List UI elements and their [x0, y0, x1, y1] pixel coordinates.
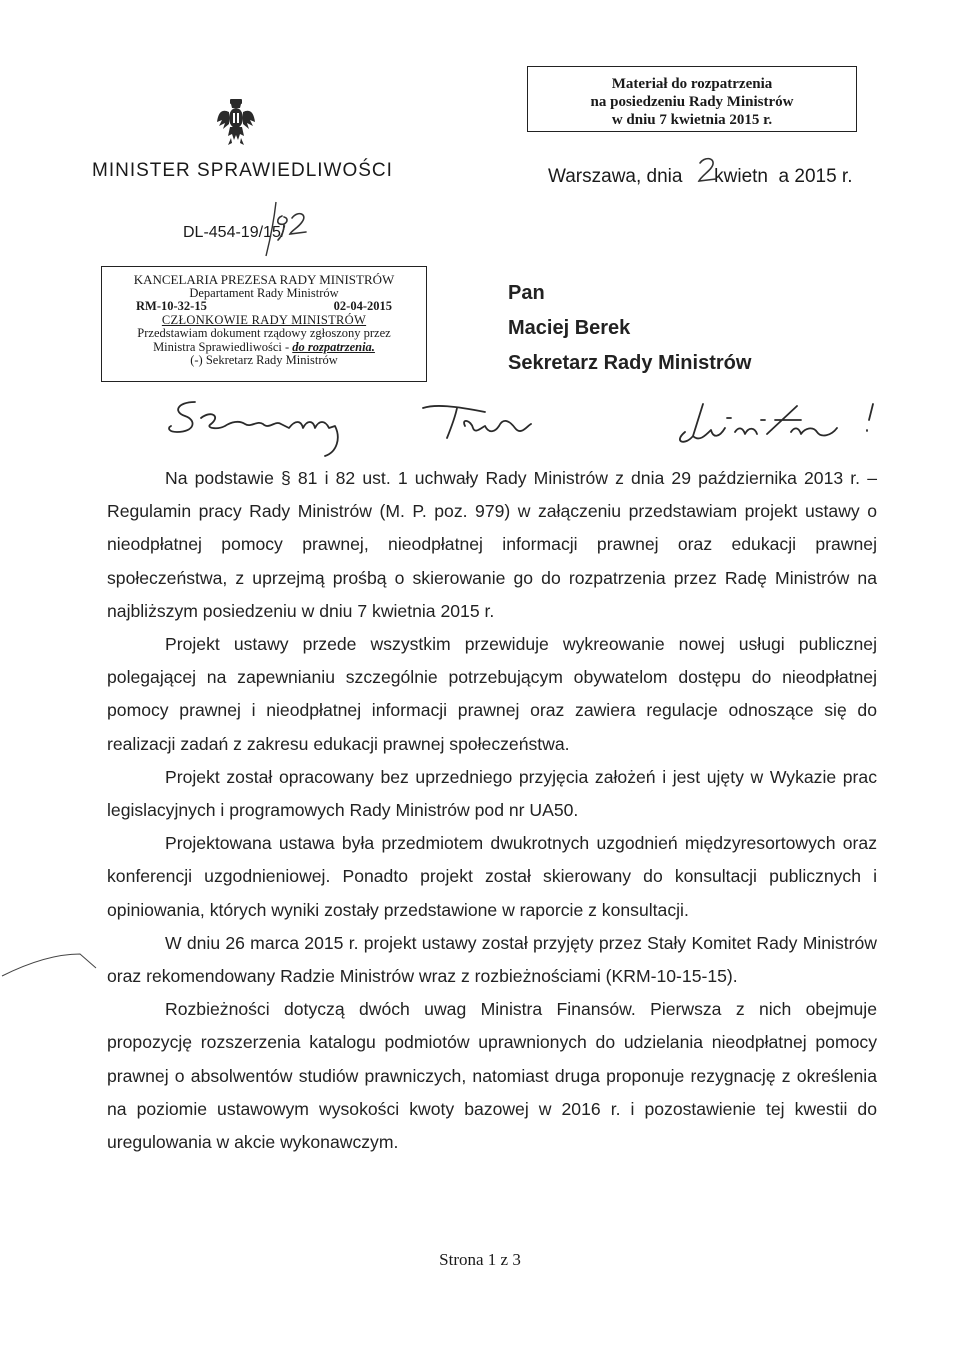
kprm-stamp-members: CZŁONKOWIE RADY MINISTRÓW: [161, 312, 367, 327]
kprm-stamp-title: KANCELARIA PREZESA RADY MINISTRÓW: [133, 272, 395, 287]
body-paragraph-1: Na podstawie § 81 i 82 ust. 1 uchwały Rady Ministrów z dnia 29 października 2013 r. – Regulamin pracy Rady Ministrów (M. P. poz. 979) w załączeniu przedstawiam projekt ustawy o nieodpłatnej pomocy prawnej, nieodpłatnej informacji prawnej oraz edukacji prawnej społeczeństwa, z uprzejmą prośbą o skierowanie go do rozpatrzenia przez Radę Ministrów na najbliższym posiedzeniu w dniu 7 kwietnia 2015 r.: [107, 468, 877, 621]
addressee-salutation: Pan: [508, 282, 545, 304]
kprm-stamp-minister-line: [102, 341, 426, 355]
addressee-name: Maciej Berek: [508, 317, 631, 339]
handwritten-salutation: [165, 398, 885, 468]
kprm-stamp-ref: RM-10-32-15: [136, 299, 207, 313]
body-paragraph-6: Rozbieżności dotyczą dwóch uwag Ministra Finansów. Pierwsza z nich obejmuje propozycję rozszerzenia katalogu podmiotów uprawnionych do udzielania nieodpłatnej pomocy prawnej o absolwentów studiów prawniczych, natomiast druga proponuje rezygnację z określenia na poziomie ustawowym wysokości kwoty bazowej w 2016 r. i pozostawienie tej kwestii do uregulowania w akcie wykonawczym.: [107, 999, 877, 1153]
kprm-stamp-minister-em: do rozpatrzenia.: [292, 339, 375, 354]
ministry-name: MINISTER SPRAWIEDLIWOŚCI: [92, 160, 393, 181]
agenda-stamp-line1: Materiał do rozpatrzenia: [611, 76, 773, 92]
kprm-stamp-department: Departament Rady Ministrów: [189, 285, 339, 300]
kprm-stamp-minister: Ministra Sprawiedliwości -: [153, 339, 293, 354]
agenda-stamp-line3: w dniu 7 kwietnia 2015 r.: [611, 112, 773, 128]
agenda-stamp: [527, 66, 857, 132]
kprm-stamp-date: 02-04-2015: [333, 299, 392, 313]
kprm-stamp: [101, 266, 427, 382]
addressee-title: Sekretarz Rady Ministrów: [508, 352, 752, 374]
body-paragraph-4: Projektowana ustawa była przedmiotem dwukrotnych uzgodnień międzyresortowych oraz konferencji uzgodnieniowej. Ponadto projekt został skierowany do konsultacji publicznych i opiniowania, których wyniki zostały przedstawione w raporcie z konsultacji.: [107, 833, 877, 920]
kprm-stamp-ref-row: [102, 300, 426, 314]
reference-number: DL-454-19/15/: [183, 224, 286, 241]
addressee-block: [508, 276, 751, 381]
agenda-stamp-line2: na posiedzeniu Rady Ministrów: [590, 94, 794, 110]
kprm-stamp-signed: (-) Sekretarz Rady Ministrów: [190, 353, 338, 367]
page-number: Strona 1 z 3: [439, 1250, 521, 1269]
body-paragraph-5: W dniu 26 marca 2015 r. projekt ustawy został przyjęty przez Stały Komitet Rady Ministrów oraz rekomendowany Radzie Ministrów wraz z rozbieżnościami (KRM-10-15-15).: [107, 932, 877, 987]
letter-body: [107, 462, 877, 1159]
polish-eagle-emblem-icon: [216, 98, 256, 146]
body-paragraph-3: Projekt został opracowany bez uprzedniego przyjęcia założeń i jest ujęty w Wykazie prac legislacyjnych i programowych Rady Ministrów pod nr UA50.: [107, 766, 877, 821]
handwritten-day-mark: [694, 155, 722, 185]
body-paragraph-2: Projekt ustawy przede wszystkim przewiduje wykreowanie nowej usługi publicznej polegającej na zapewnianiu szczególnie potrzebującym obywatelom dostępu do nieodpłatnej pomocy prawnej i nieodpłatnej informacji prawnej oraz zawiera regulacje odnoszące się do realizacji zadań z zakresu edukacji prawnej społeczeństwa.: [107, 634, 877, 754]
place-date: Warszawa, dnia kwietn a 2015 r.: [548, 166, 853, 187]
handwritten-ref-suffix: [262, 200, 326, 258]
margin-pen-mark: [0, 948, 100, 978]
kprm-stamp-present: Przedstawiam dokument rządowy zgłoszony przez: [137, 326, 391, 340]
